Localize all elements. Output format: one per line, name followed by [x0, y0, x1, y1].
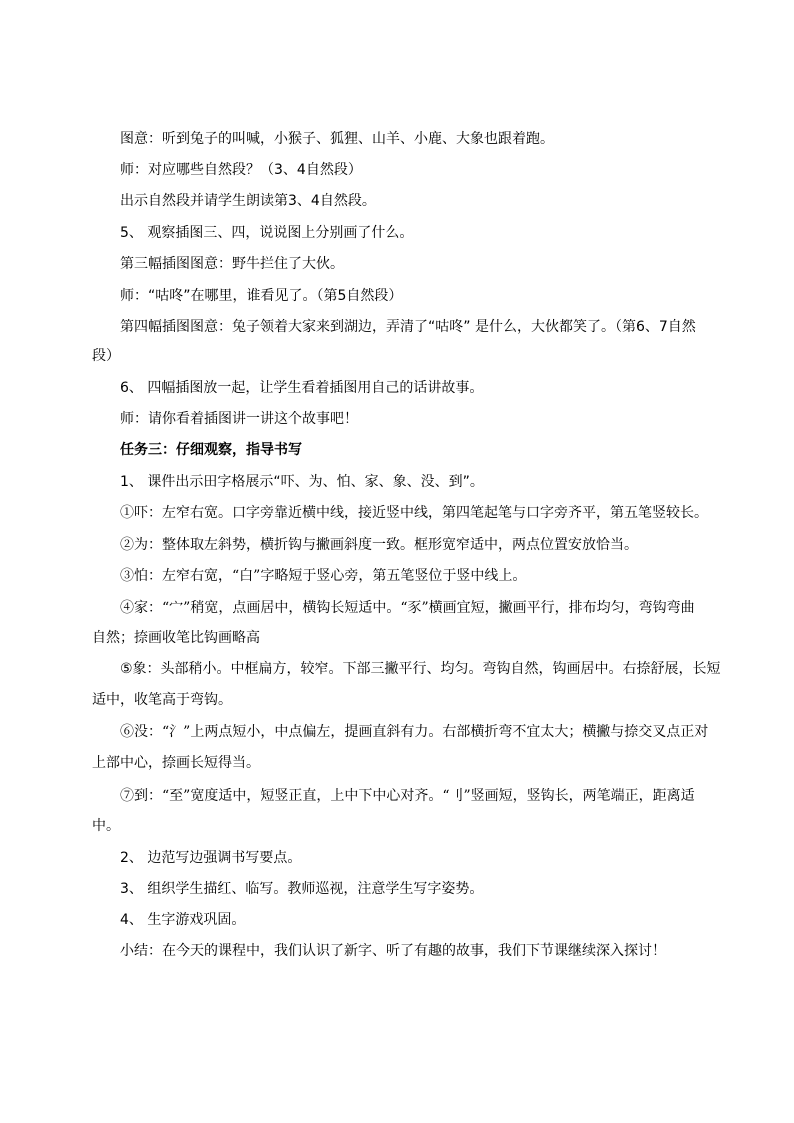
paragraph-char-pa: ③怕：左窄右宽，“白”字略短于竖心旁，第五笔竖位于竖中线上。: [120, 568, 527, 584]
paragraph-teacher-prompt: 师：请你看着插图讲一讲这个故事吧！: [120, 411, 358, 427]
paragraph-fourth-picture: 第四幅插图图意：兔子领着大家来到湖边，弄清了“咕咚” 是什么，大伙都笑了。（第6、7自然: [120, 319, 696, 335]
paragraph-third-picture: 第三幅插图图意：野牛拦住了大伙。: [120, 256, 344, 272]
paragraph-observe-pictures: 5、 观察插图三、四，说说图上分别画了什么。: [120, 225, 414, 241]
section-heading-task3: 任务三：仔细观察，指导书写: [120, 442, 302, 458]
paragraph-demo-writing: 2、 边范写边强调书写要点。: [120, 850, 302, 866]
paragraph-char-dao-cont: 中。: [92, 818, 120, 834]
paragraph-show-paragraphs: 出示自然段并请学生朗读第3、4自然段。: [120, 193, 376, 209]
paragraph-game-review: 4、 生字游戏巩固。: [120, 912, 246, 928]
paragraph-char-mei: ⑥没：“氵”上两点短小，中点偏左，提画直斜有力。右部横折弯不宜太大；横撇与捺交叉点正对: [120, 724, 709, 740]
paragraph-char-mei-cont: 上部中心，捺画长短得当。: [92, 755, 260, 771]
paragraph-char-wei: ②为：整体取左斜势，横折钩与撇画斜度一致。框形宽窄适中，两点位置安放恰当。: [120, 537, 638, 553]
paragraph-tell-story: 6、 四幅插图放一起，让学生看着插图用自己的话讲故事。: [120, 380, 484, 396]
paragraph-picture-meaning: 图意：听到兔子的叫喊，小猴子、狐狸、山羊、小鹿、大象也跟着跑。: [120, 131, 554, 147]
paragraph-where-gudong: 师：“咕咚”在哪里，谁看见了。（第5自然段）: [120, 288, 403, 304]
paragraph-char-xia: ①吓：左窄右宽。口字旁靠近横中线，接近竖中线，第四笔起笔与口字旁齐平，第五笔竖较长。: [120, 505, 708, 521]
paragraph-show-grid: 1、 课件出示田字格展示“吓、为、怕、家、象、没、到”。: [120, 474, 484, 490]
paragraph-char-xiang: ⑤象：头部稍小。中框扁方，较窄。下部三撇平行、均匀。弯钩自然，钩画居中。右捺舒展，长短: [120, 661, 721, 677]
paragraph-char-xiang-cont: 适中，收笔高于弯钩。: [92, 692, 232, 708]
paragraph-teacher-question: 师：对应哪些自然段？（3、4自然段）: [120, 162, 362, 178]
paragraph-char-dao: ⑦到：“至”宽度适中，短竖正直，上中下中心对齐。“刂”竖画短，竖钩长，两笔端正，距离适: [120, 788, 695, 804]
paragraph-char-jia-cont: 自然；捺画收笔比钩画略高: [92, 630, 260, 646]
paragraph-summary: 小结：在今天的课程中，我们认识了新字、听了有趣的故事，我们下节课继续深入探讨！: [120, 943, 666, 959]
paragraph-student-practice: 3、 组织学生描红、临写。教师巡视，注意学生写字姿势。: [120, 881, 484, 897]
paragraph-char-jia: ④家：“宀”稍宽，点画居中，横钩长短适中。“豕”横画宜短，撇画平行，排布均匀，弯钩弯曲: [120, 600, 695, 616]
paragraph-fourth-picture-cont: 段）: [92, 348, 120, 364]
